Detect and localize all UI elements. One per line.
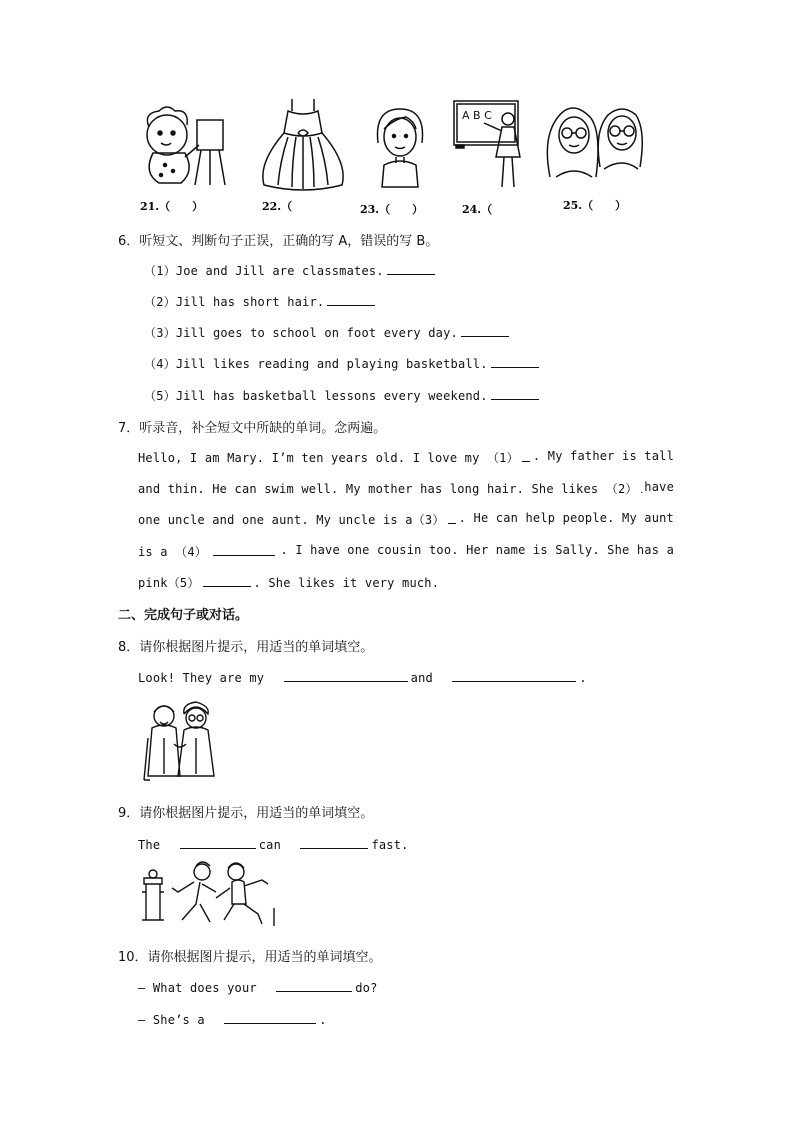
q8-blank-2[interactable] (452, 669, 576, 682)
q7-line-5-text-a: pink（5） (138, 576, 200, 590)
q10-line-2 (138, 1011, 327, 1027)
q6-answer-4-blank[interactable] (491, 355, 539, 368)
q9-text-c: fast. (371, 838, 409, 852)
q8-text-c: . (579, 671, 587, 685)
q7-title: 7．听录音，补全短文中所缺的单词。念两遍。 (118, 421, 387, 436)
children-running-picture (140, 858, 282, 930)
picture-label-25: 25.（ ） (563, 199, 627, 212)
q7-line-5 (138, 574, 439, 591)
q8-title: 8．请你根据图片提示，用适当的单词填空。 (118, 640, 374, 655)
q9-blank-2[interactable] (300, 836, 368, 849)
q7-line-1 (138, 449, 674, 466)
q6-answer-3-blank[interactable] (461, 324, 509, 337)
label-24 (462, 201, 522, 217)
q7-line-4-text-a: is a （4） (138, 545, 207, 559)
q6-item-1 (144, 262, 438, 279)
q9-sentence (138, 836, 409, 852)
section-2-title: 二、完成句子或对话。 (118, 608, 249, 623)
q7-blank-3[interactable] (448, 511, 456, 524)
q7-line-4-text-b: . I have one cousin too. Her name is Sally. She has a (280, 543, 674, 557)
q8-sentence (138, 669, 587, 685)
q6-title: 6．听短文、判断句子正误，正确的写 A，错误的写 B。 (118, 234, 439, 249)
two-women-glasses-picture (542, 97, 652, 187)
label-23 (360, 201, 440, 217)
q6-answer-5-blank[interactable] (491, 387, 539, 400)
label-21 (140, 198, 220, 214)
short-hair-girl-picture (370, 103, 430, 188)
q7-line-3 (138, 511, 674, 528)
q8-blank-1[interactable] (284, 669, 408, 682)
picture-label-22: 22.（ (262, 200, 293, 213)
q10-line-1-text-a: — What does your (138, 981, 257, 995)
q6-answer-2-blank[interactable] (327, 293, 375, 306)
q6-item-3-text: （3）Jill goes to school on foot every day. (144, 326, 458, 340)
q9-title: 9．请你根据图片提示，用适当的单词填空。 (118, 806, 374, 821)
q7-line-2-text-a: and thin. He can swim well. My mother has long hair. She likes （2） (138, 482, 638, 496)
q10-blank-1[interactable] (276, 979, 352, 992)
q6-item-3 (144, 324, 512, 341)
q6-item-2-text: （2）Jill has short hair. (144, 295, 325, 309)
label-22 (262, 198, 322, 214)
picture-label-24: 24.（ (462, 203, 493, 216)
q8-text-a: Look! They are my (138, 671, 265, 685)
q8-text-b: and (410, 671, 433, 685)
q7-line-2 (138, 480, 674, 497)
q6-item-4 (144, 355, 542, 372)
q10-line-2-text-b: . (319, 1013, 327, 1027)
svg-text:A B C: A B C (462, 109, 492, 122)
picture-label-21: 21.（ ） (140, 200, 204, 213)
q6-item-2 (144, 293, 378, 310)
teacher-blackboard-picture (450, 99, 530, 191)
q10-line-2-text-a: — She’s a (138, 1013, 205, 1027)
q7-blank-2[interactable] (641, 480, 642, 493)
q7-blank-4[interactable] (213, 543, 275, 556)
q10-line-1-text-b: do? (355, 981, 378, 995)
q6-answer-1-blank[interactable] (387, 262, 435, 275)
q7-blank-1[interactable] (522, 449, 530, 462)
q9-text-a: The (138, 838, 161, 852)
grandparents-picture (140, 698, 220, 783)
q7-line-3-text-a: one uncle and one aunt. My uncle is a（3） (138, 513, 445, 527)
label-25 (563, 197, 643, 213)
q7-line-2-text-b: have (644, 480, 674, 494)
q9-blank-1[interactable] (180, 836, 256, 849)
q7-line-1-text-b: . My father is tall (532, 449, 674, 463)
picture-label-23: 23.（ ） (360, 203, 424, 216)
q7-line-5-text-b: . She likes it very much. (253, 576, 440, 590)
q7-line-3-text-b: . He can help people. My aunt (458, 511, 674, 525)
q7-blank-5[interactable] (203, 574, 251, 587)
q10-line-1 (138, 979, 378, 995)
q10-blank-2[interactable] (224, 1011, 316, 1024)
q7-line-4 (138, 543, 674, 560)
girl-painting-picture (135, 105, 235, 190)
q7-line-1-text-a: Hello, I am Mary. I’m ten years old. I love my （1） (138, 451, 519, 465)
q9-text-b: can (258, 838, 281, 852)
q6-item-5-text: （5）Jill has basketball lessons every weekend. (144, 389, 488, 403)
picture-row (130, 95, 660, 220)
dress-picture (258, 97, 348, 192)
q6-item-5 (144, 387, 542, 404)
q6-item-1-text: （1）Joe and Jill are classmates. (144, 264, 384, 278)
q6-item-4-text: （4）Jill likes reading and playing basketball. (144, 357, 488, 371)
q10-title: 10．请你根据图片提示，用适当的单词填空。 (118, 950, 382, 965)
